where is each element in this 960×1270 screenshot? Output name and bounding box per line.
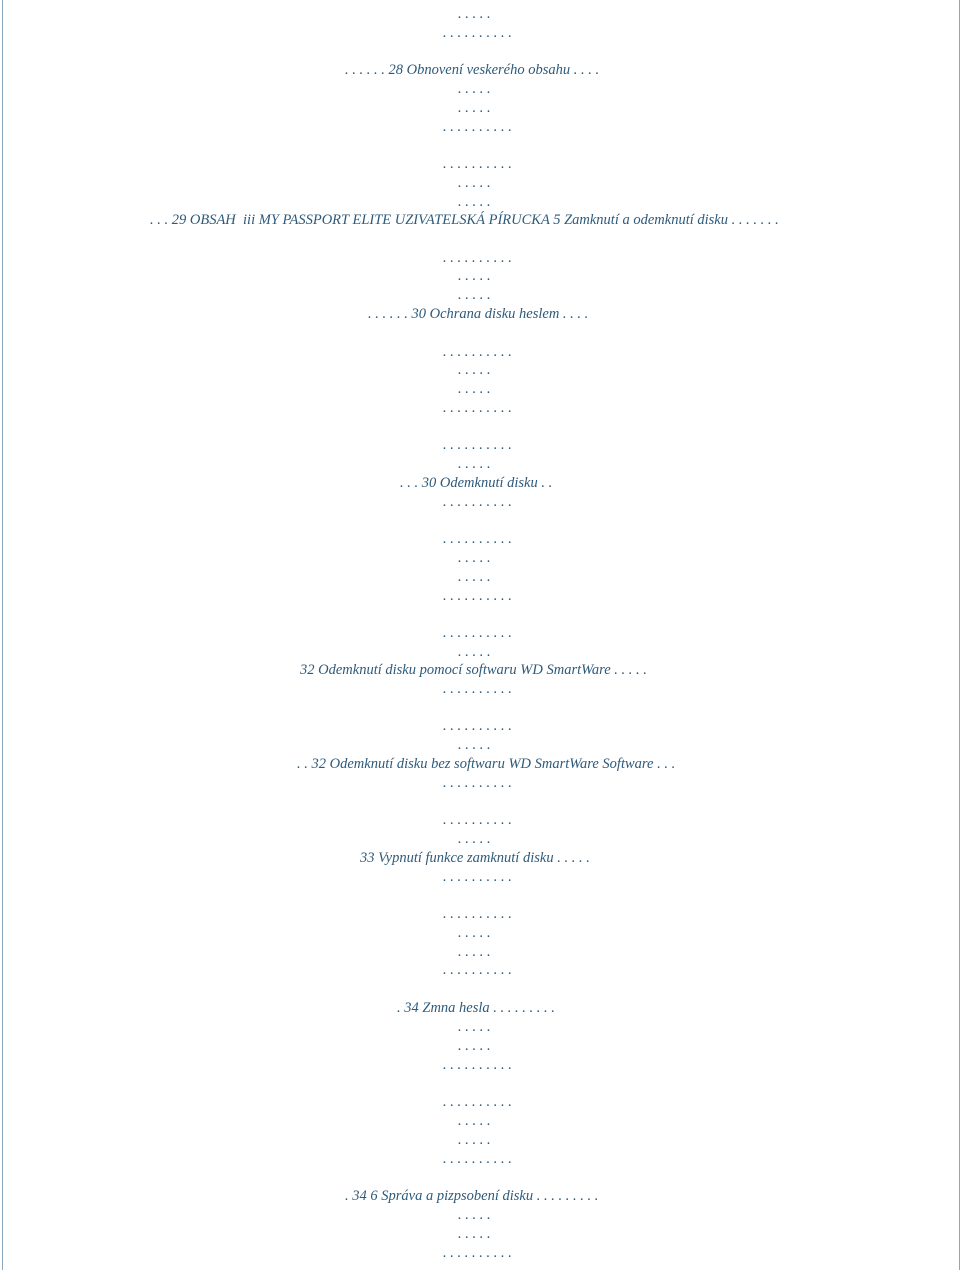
toc-dot-leader: . . . . . — [458, 644, 491, 660]
toc-dot-leader: . . . . . — [458, 456, 491, 472]
toc-dot-leader: . . . . . . . . . . — [443, 25, 512, 41]
toc-dot-leader: . . . . . — [458, 1019, 491, 1035]
toc-dot-leader: . . . . . . . . . . — [443, 588, 512, 604]
toc-dot-leader: . . . . . — [458, 831, 491, 847]
toc-dot-leader: . . . . . — [458, 550, 491, 566]
toc-dot-leader: . . . . . . . . . . — [443, 1094, 512, 1110]
toc-dot-leader: . . . . . . . . . . — [443, 1151, 512, 1167]
toc-dot-leader: . . . . . . . . . . — [443, 1245, 512, 1261]
toc-entry: . 34 6 Správa a pizpsobení disku . . . . . . . . . — [345, 1188, 599, 1204]
toc-dot-leader: . . . . . — [458, 6, 491, 22]
toc-dot-leader: . . . . . . . . . . — [443, 494, 512, 510]
toc-entry: . . . . . . 28 Obnovení veskerého obsahu . . . . — [345, 62, 600, 78]
toc-dot-leader: . . . . . . . . . . — [443, 812, 512, 828]
toc-dot-leader: . . . . . — [458, 1207, 491, 1223]
toc-entry: 33 Vypnutí funkce zamknutí disku . . . . . — [360, 850, 590, 866]
toc-dot-leader: . . . . . . . . . . — [443, 531, 512, 547]
toc-dot-leader: . . . . . — [458, 1132, 491, 1148]
toc-dot-leader: . . . . . — [458, 569, 491, 585]
toc-dot-leader: . . . . . — [458, 194, 491, 210]
toc-dot-leader: . . . . . — [458, 268, 491, 284]
toc-dot-leader: . . . . . . . . . . — [443, 119, 512, 135]
toc-entry: . . . 29 OBSAH iii MY PASSPORT ELITE UZIVATELSKÁ PÍRUCKA 5 Zamknutí a odemknutí disku . . . . . . . — [150, 212, 779, 228]
toc-dot-leader: . . . . . . . . . . — [443, 681, 512, 697]
toc-dot-leader: . . . . . — [458, 287, 491, 303]
toc-dot-leader: . . . . . . . . . . — [443, 400, 512, 416]
toc-dot-leader: . . . . . . . . . . — [443, 962, 512, 978]
toc-entry: 32 Odemknutí disku pomocí softwaru WD SmartWare . . . . . — [300, 662, 647, 678]
toc-entry: . 34 Zmna hesla . . . . . . . . . — [397, 1000, 555, 1016]
toc-dot-leader: . . . . . — [458, 81, 491, 97]
toc-dot-leader: . . . . . . . . . . — [443, 775, 512, 791]
toc-dot-leader: . . . . . — [458, 925, 491, 941]
toc-dot-leader: . . . . . — [458, 362, 491, 378]
toc-dot-leader: . . . . . — [458, 1113, 491, 1129]
toc-dot-leader: . . . . . . . . . . — [443, 718, 512, 734]
toc-dot-leader: . . . . . . . . . . — [443, 437, 512, 453]
toc-entry: . . . 30 Odemknutí disku . . — [400, 475, 553, 491]
toc-dot-leader: . . . . . . . . . . — [443, 250, 512, 266]
toc-dot-leader: . . . . . . . . . . — [443, 1057, 512, 1073]
toc-dot-leader: . . . . . . . . . . — [443, 869, 512, 885]
toc-dot-leader: . . . . . — [458, 381, 491, 397]
toc-dot-leader: . . . . . . . . . . — [443, 344, 512, 360]
toc-dot-leader: . . . . . . . . . . — [443, 625, 512, 641]
toc-dot-leader: . . . . . . . . . . — [443, 156, 512, 172]
toc-dot-leader: . . . . . — [458, 737, 491, 753]
toc-dot-leader: . . . . . — [458, 175, 491, 191]
toc-entry: . . . . . . 30 Ochrana disku heslem . . . . — [368, 306, 589, 322]
toc-dot-leader: . . . . . — [458, 944, 491, 960]
toc-dot-leader: . . . . . — [458, 1038, 491, 1054]
toc-entry: . . 32 Odemknutí disku bez softwaru WD SmartWare Software . . . — [297, 756, 676, 772]
toc-dot-leader: . . . . . — [458, 1226, 491, 1242]
toc-dot-leader: . . . . . — [458, 100, 491, 116]
toc-dot-leader: . . . . . . . . . . — [443, 906, 512, 922]
